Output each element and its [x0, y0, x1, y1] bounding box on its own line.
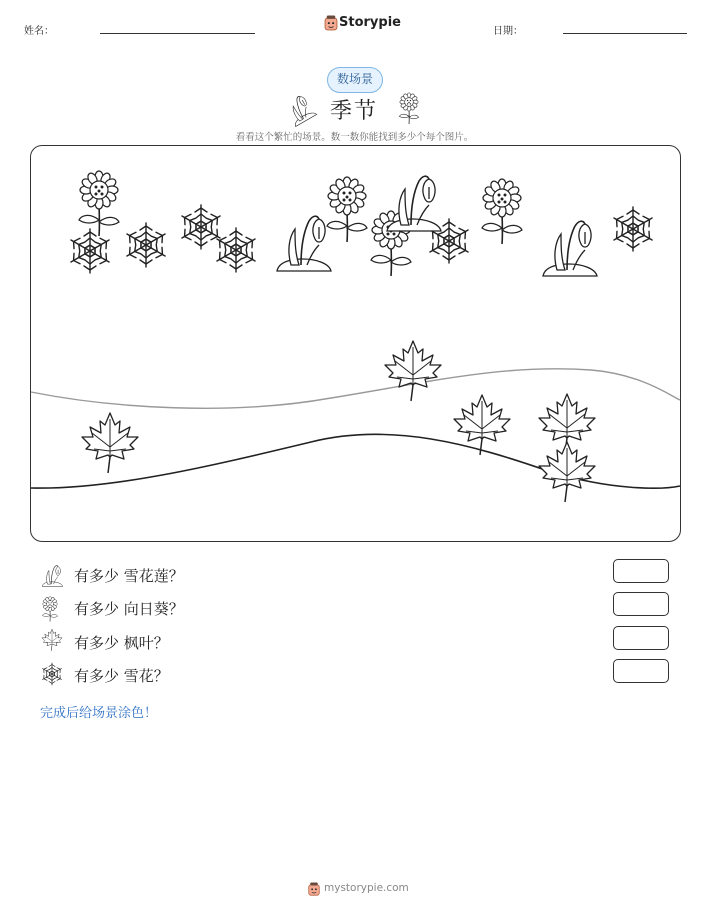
- footer: [306, 880, 416, 898]
- snowflake-icon: [68, 229, 112, 273]
- snowflake-icon: [611, 207, 655, 251]
- sunflower-icon: [482, 179, 522, 244]
- name-label: 姓名：: [24, 26, 54, 37]
- instructions: 看看这个繁忙的场景。数一数你能找到多少个每个图片。: [235, 132, 474, 143]
- back-hill: [31, 369, 680, 408]
- maple-leaf-icon: [40, 629, 66, 655]
- snowflake-icon: [124, 223, 168, 267]
- question-text: 有多少 雪花？: [74, 667, 169, 685]
- brand-name: Storypie: [339, 15, 401, 30]
- snowdrop-icon: [40, 562, 66, 586]
- question-text: 有多少 枫叶？: [74, 634, 169, 652]
- name-field[interactable]: [100, 33, 255, 34]
- snowflake-icon: [40, 662, 66, 688]
- question-row: [40, 562, 680, 588]
- maple-leaf-icon: [539, 442, 595, 502]
- answer-box[interactable]: [613, 559, 669, 583]
- sunflower-icon: [396, 88, 424, 124]
- storypie-logo-icon: [306, 880, 322, 898]
- sunflower-icon: [79, 171, 119, 236]
- maple-leaf-icon: [82, 413, 138, 473]
- question-row: [40, 662, 680, 688]
- question-text: 有多少 向日葵？: [74, 600, 184, 618]
- snowdrop-icon: [543, 221, 597, 276]
- date-field[interactable]: [563, 33, 687, 34]
- counting-scene: [30, 145, 681, 542]
- snowdrop-icon: [277, 216, 331, 271]
- snowflake-icon: [214, 228, 258, 272]
- answer-box[interactable]: [613, 659, 669, 683]
- snowdrop-icon: [387, 176, 441, 231]
- sunflower-icon: [40, 595, 66, 621]
- question-text: 有多少 雪花莲？: [74, 567, 184, 585]
- maple-leaf-icon: [385, 341, 441, 401]
- answer-box[interactable]: [613, 626, 669, 650]
- coloring-note: 完成后给场景涂色！: [40, 706, 158, 721]
- storypie-logo-icon: [322, 14, 340, 32]
- question-row: [40, 595, 680, 621]
- brand-logo: [322, 14, 401, 32]
- date-label: 日期：: [493, 26, 523, 37]
- page-title: 季节: [329, 99, 378, 124]
- snowflake-icon: [179, 205, 223, 249]
- sunflower-icon: [327, 177, 367, 242]
- category-badge: 数场景: [327, 67, 383, 93]
- footer-url[interactable]: mystorypie.com: [324, 882, 409, 894]
- question-row: [40, 629, 680, 655]
- scene-illustration: [31, 146, 680, 541]
- answer-box[interactable]: [613, 592, 669, 616]
